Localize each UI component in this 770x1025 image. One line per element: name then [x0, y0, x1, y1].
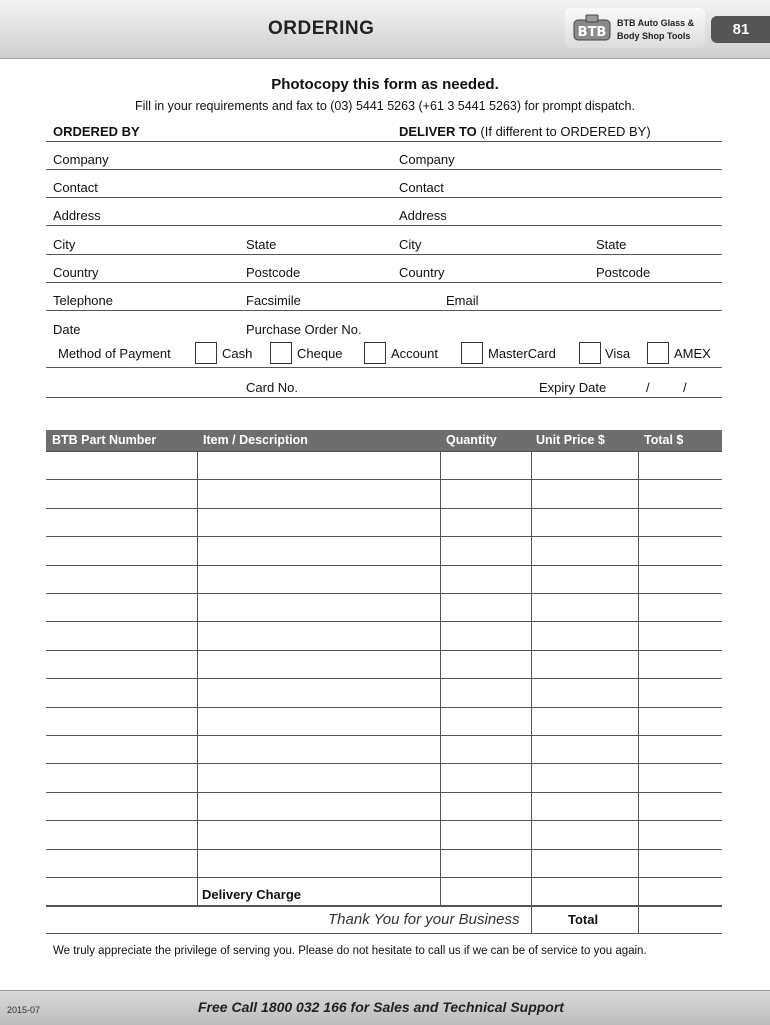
thank-you-text: Thank You for your Business: [328, 911, 520, 928]
ordered-by-country-label: Country: [53, 265, 99, 280]
page-title: ORDERING: [268, 18, 375, 39]
deliver-to-address-label: Address: [399, 208, 447, 223]
deliver-to-state-label: State: [596, 237, 627, 252]
card-number-label: Card No.: [246, 380, 299, 395]
table-row-line: [46, 877, 722, 878]
country-postcode-field-line[interactable]: [46, 282, 722, 283]
contact-field-line[interactable]: [46, 197, 722, 198]
table-column-line: [197, 451, 198, 905]
mastercard-checkbox[interactable]: [461, 342, 483, 364]
page-number: 81: [711, 16, 770, 43]
deliver-to-contact-label: Contact: [399, 180, 444, 195]
column-header-total: Total $: [644, 433, 684, 447]
ordered-by-postcode-label: Postcode: [246, 265, 301, 280]
table-row-line: [46, 820, 722, 821]
expiry-separator: /: [683, 380, 687, 395]
company-field-line[interactable]: [46, 169, 722, 170]
column-header-quantity: Quantity: [446, 433, 497, 447]
logo-text-line1: BTB Auto Glass &: [617, 18, 695, 28]
cash-label: Cash: [222, 346, 253, 361]
table-row-line: [46, 650, 722, 651]
divider: [46, 141, 722, 142]
payment-method-label: Method of Payment: [58, 346, 171, 361]
column-header-unit-price: Unit Price $: [536, 433, 605, 447]
table-row-line: [46, 905, 722, 907]
visa-label: Visa: [605, 346, 631, 361]
cheque-checkbox[interactable]: [270, 342, 292, 364]
table-column-line: [531, 451, 532, 933]
facsimile-label: Facsimile: [246, 293, 301, 308]
payment-field-line: [46, 367, 722, 368]
deliver-to-company-label: Company: [399, 152, 455, 167]
table-row-line: [46, 849, 722, 850]
expiry-separator: /: [646, 380, 650, 395]
ordered-by-heading: ORDERED BY: [53, 124, 140, 139]
account-checkbox[interactable]: [364, 342, 386, 364]
table-row-line: [46, 593, 722, 594]
table-row-line: [46, 536, 722, 537]
deliver-to-city-label: City: [399, 237, 422, 252]
logo-text-line2: Body Shop Tools: [617, 31, 691, 41]
intro-text: Fill in your requirements and fax to (03) 5441 5263 (+61 3 5441 5263) for prompt dispatch.: [135, 99, 635, 113]
delivery-charge-label: Delivery Charge: [202, 887, 301, 902]
address-field-line[interactable]: [46, 225, 722, 226]
footer-support-text: Free Call 1800 032 166 for Sales and Technical Support: [198, 999, 564, 1015]
date-label: Date: [53, 322, 81, 337]
table-row-line: [46, 565, 722, 566]
table-row-line: [46, 707, 722, 708]
mastercard-label: MasterCard: [488, 346, 556, 361]
ordered-by-city-label: City: [53, 237, 76, 252]
intro-title: Photocopy this form as needed.: [271, 76, 499, 93]
account-label: Account: [391, 346, 438, 361]
city-state-field-line[interactable]: [46, 254, 722, 255]
total-label: Total: [568, 912, 599, 927]
column-header-part-number: BTB Part Number: [52, 433, 157, 447]
cash-checkbox[interactable]: [195, 342, 217, 364]
ordered-by-address-label: Address: [53, 208, 101, 223]
contact-details-field-line[interactable]: [46, 310, 722, 311]
deliver-to-country-label: Country: [399, 265, 445, 280]
deliver-to-postcode-label: Postcode: [596, 265, 651, 280]
table-row-line: [46, 678, 722, 679]
appreciation-text: We truly appreciate the privilege of serving you. Please do not hesitate to call us if we can be of service to you again.: [53, 945, 647, 957]
table-row-line: [46, 763, 722, 764]
svg-text:BTB: BTB: [577, 25, 607, 40]
email-label: Email: [446, 293, 479, 308]
ordered-by-state-label: State: [246, 237, 277, 252]
table-column-line: [440, 451, 441, 905]
column-header-description: Item / Description: [203, 433, 308, 447]
table-row-line: [46, 621, 722, 622]
ordered-by-company-label: Company: [53, 152, 109, 167]
footer-date-code: 2015-07: [7, 1005, 41, 1015]
card-field-line[interactable]: [46, 397, 722, 398]
table-row-line: [46, 508, 722, 509]
table-column-line: [638, 451, 639, 933]
btb-logo-icon: [572, 14, 612, 44]
table-bottom-line: [46, 933, 722, 934]
deliver-to-heading: DELIVER TO: [399, 124, 477, 139]
expiry-date-label: Expiry Date: [539, 380, 607, 395]
purchase-order-label: Purchase Order No.: [246, 322, 362, 337]
visa-checkbox[interactable]: [579, 342, 601, 364]
table-row-line: [46, 479, 722, 480]
table-row-line: [46, 735, 722, 736]
table-top-line: [46, 451, 722, 452]
amex-checkbox[interactable]: [647, 342, 669, 364]
deliver-to-heading-group: [399, 124, 651, 139]
amex-label: AMEX: [674, 346, 711, 361]
table-row-line: [46, 792, 722, 793]
telephone-label: Telephone: [53, 293, 113, 308]
deliver-to-note: (If different to ORDERED BY): [480, 124, 651, 139]
cheque-label: Cheque: [297, 346, 343, 361]
ordered-by-contact-label: Contact: [53, 180, 98, 195]
